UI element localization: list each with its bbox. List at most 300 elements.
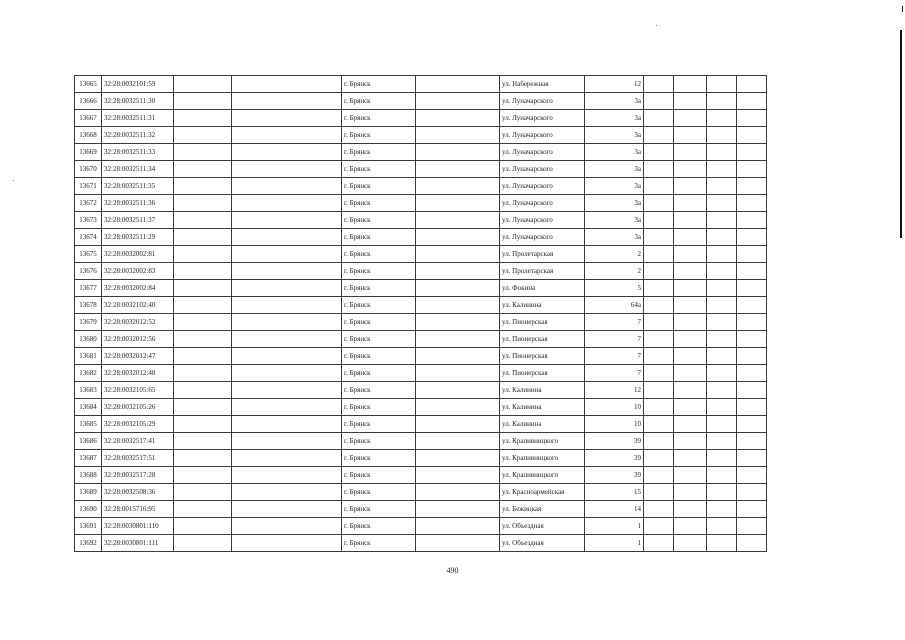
- empty-cell: [174, 484, 232, 501]
- empty-cell: [737, 382, 767, 399]
- empty-cell: [416, 127, 500, 144]
- house-number-cell: 3а: [585, 195, 644, 212]
- house-number-cell: 12: [585, 382, 644, 399]
- street-cell: ул. Луначарского: [500, 110, 585, 127]
- cadastral-number-cell: 32:28:0015716:95: [102, 501, 174, 518]
- empty-cell: [416, 263, 500, 280]
- empty-cell: [416, 399, 500, 416]
- row-number-cell: 13672: [75, 195, 102, 212]
- empty-cell: [674, 212, 707, 229]
- street-cell: ул. Калинина: [500, 416, 585, 433]
- empty-cell: [644, 484, 674, 501]
- empty-cell: [707, 76, 737, 93]
- scan-speck: [656, 25, 657, 26]
- empty-cell: [174, 433, 232, 450]
- empty-cell: [232, 467, 342, 484]
- city-cell: г. Брянск: [342, 433, 416, 450]
- empty-cell: [707, 535, 737, 552]
- empty-cell: [174, 297, 232, 314]
- empty-cell: [707, 348, 737, 365]
- house-number-cell: 3а: [585, 212, 644, 229]
- house-number-cell: 3а: [585, 144, 644, 161]
- empty-cell: [674, 229, 707, 246]
- empty-cell: [674, 382, 707, 399]
- empty-cell: [707, 280, 737, 297]
- row-number-cell: 13674: [75, 229, 102, 246]
- city-cell: г. Брянск: [342, 93, 416, 110]
- row-number-cell: 13689: [75, 484, 102, 501]
- empty-cell: [644, 314, 674, 331]
- empty-cell: [232, 76, 342, 93]
- city-cell: г. Брянск: [342, 314, 416, 331]
- city-cell: г. Брянск: [342, 229, 416, 246]
- empty-cell: [174, 195, 232, 212]
- empty-cell: [707, 161, 737, 178]
- empty-cell: [674, 263, 707, 280]
- street-cell: ул. Калинина: [500, 382, 585, 399]
- empty-cell: [416, 518, 500, 535]
- cadastral-number-cell: 32:28:0032508:36: [102, 484, 174, 501]
- row-number-cell: 13682: [75, 365, 102, 382]
- empty-cell: [174, 212, 232, 229]
- table-row: [75, 246, 767, 263]
- city-cell: г. Брянск: [342, 280, 416, 297]
- cadastral-number-cell: 32:28:0032517:41: [102, 433, 174, 450]
- empty-cell: [174, 501, 232, 518]
- empty-cell: [644, 450, 674, 467]
- empty-cell: [707, 297, 737, 314]
- cadastral-number-cell: 32:28:0032012:47: [102, 348, 174, 365]
- empty-cell: [707, 195, 737, 212]
- table-row: [75, 93, 767, 110]
- city-cell: г. Брянск: [342, 535, 416, 552]
- empty-cell: [174, 331, 232, 348]
- empty-cell: [737, 518, 767, 535]
- empty-cell: [416, 76, 500, 93]
- empty-cell: [644, 246, 674, 263]
- empty-cell: [707, 518, 737, 535]
- city-cell: г. Брянск: [342, 467, 416, 484]
- house-number-cell: 15: [585, 484, 644, 501]
- city-cell: г. Брянск: [342, 365, 416, 382]
- table-row: [75, 280, 767, 297]
- empty-cell: [174, 399, 232, 416]
- city-cell: г. Брянск: [342, 263, 416, 280]
- city-cell: г. Брянск: [342, 382, 416, 399]
- empty-cell: [174, 110, 232, 127]
- empty-cell: [232, 348, 342, 365]
- row-number-cell: 13667: [75, 110, 102, 127]
- city-cell: г. Брянск: [342, 399, 416, 416]
- empty-cell: [674, 518, 707, 535]
- empty-cell: [232, 127, 342, 144]
- row-number-cell: 13681: [75, 348, 102, 365]
- house-number-cell: 12: [585, 76, 644, 93]
- cadastral-number-cell: 32:28:0032012:56: [102, 331, 174, 348]
- city-cell: г. Брянск: [342, 246, 416, 263]
- street-cell: ул. Фокина: [500, 280, 585, 297]
- empty-cell: [644, 161, 674, 178]
- empty-cell: [707, 365, 737, 382]
- empty-cell: [707, 433, 737, 450]
- city-cell: г. Брянск: [342, 110, 416, 127]
- empty-cell: [707, 178, 737, 195]
- empty-cell: [232, 501, 342, 518]
- empty-cell: [416, 195, 500, 212]
- row-number-cell: 13666: [75, 93, 102, 110]
- row-number-cell: 13677: [75, 280, 102, 297]
- row-number-cell: 13676: [75, 263, 102, 280]
- table-row: [75, 450, 767, 467]
- empty-cell: [416, 365, 500, 382]
- cadastral-number-cell: 32:28:0032105:65: [102, 382, 174, 399]
- empty-cell: [232, 450, 342, 467]
- empty-cell: [737, 127, 767, 144]
- house-number-cell: 5: [585, 280, 644, 297]
- empty-cell: [416, 297, 500, 314]
- empty-cell: [174, 382, 232, 399]
- table-row: [75, 161, 767, 178]
- empty-cell: [707, 399, 737, 416]
- row-number-cell: 13673: [75, 212, 102, 229]
- street-cell: ул. Пролетарская: [500, 246, 585, 263]
- street-cell: ул. Луначарского: [500, 161, 585, 178]
- empty-cell: [232, 518, 342, 535]
- row-number-cell: 13685: [75, 416, 102, 433]
- empty-cell: [232, 212, 342, 229]
- empty-cell: [416, 178, 500, 195]
- row-number-cell: 13687: [75, 450, 102, 467]
- empty-cell: [416, 382, 500, 399]
- street-cell: ул. Крапивницкого: [500, 433, 585, 450]
- city-cell: г. Брянск: [342, 416, 416, 433]
- empty-cell: [232, 433, 342, 450]
- cadastral-number-cell: 32:28:0032511:30: [102, 93, 174, 110]
- empty-cell: [674, 93, 707, 110]
- cadastral-number-cell: 32:28:0032511:35: [102, 178, 174, 195]
- table-row: [75, 110, 767, 127]
- house-number-cell: 3а: [585, 110, 644, 127]
- empty-cell: [674, 178, 707, 195]
- table-row: [75, 314, 767, 331]
- empty-cell: [232, 297, 342, 314]
- street-cell: ул. Пионерская: [500, 331, 585, 348]
- empty-cell: [737, 348, 767, 365]
- cadastral-number-cell: 32:28:0032002:83: [102, 263, 174, 280]
- empty-cell: [707, 144, 737, 161]
- street-cell: ул. Пионерская: [500, 314, 585, 331]
- street-cell: ул. Пионерская: [500, 348, 585, 365]
- house-number-cell: 2: [585, 263, 644, 280]
- empty-cell: [674, 501, 707, 518]
- empty-cell: [416, 450, 500, 467]
- empty-cell: [737, 484, 767, 501]
- empty-cell: [174, 93, 232, 110]
- table-row: [75, 331, 767, 348]
- scan-speck: [13, 180, 14, 181]
- empty-cell: [232, 280, 342, 297]
- empty-cell: [174, 365, 232, 382]
- table-row: [75, 212, 767, 229]
- table-row: [75, 178, 767, 195]
- empty-cell: [174, 416, 232, 433]
- empty-cell: [174, 178, 232, 195]
- empty-cell: [674, 467, 707, 484]
- empty-cell: [674, 365, 707, 382]
- empty-cell: [644, 518, 674, 535]
- empty-cell: [644, 263, 674, 280]
- empty-cell: [707, 93, 737, 110]
- empty-cell: [737, 314, 767, 331]
- empty-cell: [232, 161, 342, 178]
- city-cell: г. Брянск: [342, 76, 416, 93]
- empty-cell: [644, 178, 674, 195]
- empty-cell: [737, 280, 767, 297]
- house-number-cell: 3а: [585, 178, 644, 195]
- house-number-cell: 10: [585, 399, 644, 416]
- city-cell: г. Брянск: [342, 501, 416, 518]
- row-number-cell: 13688: [75, 467, 102, 484]
- empty-cell: [707, 416, 737, 433]
- empty-cell: [644, 399, 674, 416]
- table-row: [75, 382, 767, 399]
- empty-cell: [232, 229, 342, 246]
- empty-cell: [416, 161, 500, 178]
- house-number-cell: 3а: [585, 229, 644, 246]
- empty-cell: [737, 76, 767, 93]
- empty-cell: [174, 229, 232, 246]
- empty-cell: [644, 229, 674, 246]
- cadastral-number-cell: 32:28:0032012:52: [102, 314, 174, 331]
- empty-cell: [707, 501, 737, 518]
- empty-cell: [707, 484, 737, 501]
- city-cell: г. Брянск: [342, 161, 416, 178]
- empty-cell: [644, 382, 674, 399]
- empty-cell: [707, 467, 737, 484]
- empty-cell: [644, 144, 674, 161]
- row-number-cell: 13684: [75, 399, 102, 416]
- row-number-cell: 13675: [75, 246, 102, 263]
- empty-cell: [416, 246, 500, 263]
- table-row: [75, 535, 767, 552]
- empty-cell: [174, 348, 232, 365]
- empty-cell: [644, 365, 674, 382]
- empty-cell: [644, 212, 674, 229]
- city-cell: г. Брянск: [342, 297, 416, 314]
- scan-edge-tick: [902, 6, 903, 12]
- empty-cell: [737, 263, 767, 280]
- table-row: [75, 348, 767, 365]
- cadastral-number-cell: 32:28:0032511:37: [102, 212, 174, 229]
- empty-cell: [674, 161, 707, 178]
- city-cell: г. Брянск: [342, 212, 416, 229]
- empty-cell: [416, 535, 500, 552]
- street-cell: ул. Пролетарская: [500, 263, 585, 280]
- cadastral-number-cell: 32:28:0032511:36: [102, 195, 174, 212]
- empty-cell: [232, 263, 342, 280]
- empty-cell: [674, 280, 707, 297]
- street-cell: ул. Луначарского: [500, 93, 585, 110]
- cadastral-number-cell: 32:28:0032105:26: [102, 399, 174, 416]
- empty-cell: [416, 280, 500, 297]
- empty-cell: [174, 161, 232, 178]
- empty-cell: [644, 76, 674, 93]
- empty-cell: [737, 178, 767, 195]
- table-row: [75, 297, 767, 314]
- street-cell: ул. Крапивницкого: [500, 467, 585, 484]
- empty-cell: [737, 229, 767, 246]
- house-number-cell: 7: [585, 314, 644, 331]
- street-cell: ул. Калинина: [500, 399, 585, 416]
- city-cell: г. Брянск: [342, 331, 416, 348]
- empty-cell: [232, 314, 342, 331]
- cadastral-number-cell: 32:28:0032105:29: [102, 416, 174, 433]
- city-cell: г. Брянск: [342, 144, 416, 161]
- house-number-cell: 10: [585, 416, 644, 433]
- cadastral-number-cell: 32:28:0030801:110: [102, 518, 174, 535]
- house-number-cell: 39: [585, 450, 644, 467]
- empty-cell: [644, 280, 674, 297]
- empty-cell: [174, 127, 232, 144]
- empty-cell: [416, 467, 500, 484]
- row-number-cell: 13669: [75, 144, 102, 161]
- row-number-cell: 13680: [75, 331, 102, 348]
- table-body: [75, 76, 767, 552]
- empty-cell: [707, 331, 737, 348]
- empty-cell: [644, 110, 674, 127]
- empty-cell: [232, 144, 342, 161]
- table-row: [75, 501, 767, 518]
- cadastral-number-cell: 32:28:0032511:32: [102, 127, 174, 144]
- empty-cell: [707, 246, 737, 263]
- empty-cell: [674, 195, 707, 212]
- empty-cell: [416, 93, 500, 110]
- empty-cell: [232, 399, 342, 416]
- house-number-cell: 3а: [585, 93, 644, 110]
- empty-cell: [737, 297, 767, 314]
- empty-cell: [674, 246, 707, 263]
- empty-cell: [232, 331, 342, 348]
- street-cell: ул. Объездная: [500, 535, 585, 552]
- empty-cell: [674, 450, 707, 467]
- street-cell: ул. Пионерская: [500, 365, 585, 382]
- empty-cell: [416, 348, 500, 365]
- empty-cell: [674, 399, 707, 416]
- empty-cell: [174, 450, 232, 467]
- house-number-cell: 39: [585, 467, 644, 484]
- empty-cell: [674, 348, 707, 365]
- empty-cell: [707, 110, 737, 127]
- street-cell: ул. Красноармейская: [500, 484, 585, 501]
- empty-cell: [707, 212, 737, 229]
- empty-cell: [174, 518, 232, 535]
- empty-cell: [737, 501, 767, 518]
- cadastral-number-cell: 32:28:0032102:40: [102, 297, 174, 314]
- house-number-cell: 39: [585, 433, 644, 450]
- empty-cell: [416, 229, 500, 246]
- row-number-cell: 13683: [75, 382, 102, 399]
- empty-cell: [232, 246, 342, 263]
- house-number-cell: 2: [585, 246, 644, 263]
- street-cell: ул. Бежицкая: [500, 501, 585, 518]
- empty-cell: [674, 331, 707, 348]
- empty-cell: [232, 416, 342, 433]
- page-number: 490: [446, 566, 459, 575]
- empty-cell: [707, 382, 737, 399]
- empty-cell: [707, 127, 737, 144]
- empty-cell: [174, 76, 232, 93]
- city-cell: г. Брянск: [342, 127, 416, 144]
- cadastral-number-cell: 32:28:0032101:59: [102, 76, 174, 93]
- row-number-cell: 13691: [75, 518, 102, 535]
- empty-cell: [174, 314, 232, 331]
- row-number-cell: 13668: [75, 127, 102, 144]
- street-cell: ул. Объездная: [500, 518, 585, 535]
- empty-cell: [644, 467, 674, 484]
- street-cell: ул. Крапивницкого: [500, 450, 585, 467]
- cadastral-number-cell: 32:28:0032002:84: [102, 280, 174, 297]
- empty-cell: [737, 93, 767, 110]
- empty-cell: [674, 484, 707, 501]
- empty-cell: [674, 297, 707, 314]
- empty-cell: [737, 331, 767, 348]
- empty-cell: [674, 76, 707, 93]
- table-row: [75, 127, 767, 144]
- table-row: [75, 229, 767, 246]
- empty-cell: [416, 331, 500, 348]
- row-number-cell: 13678: [75, 297, 102, 314]
- row-number-cell: 13671: [75, 178, 102, 195]
- empty-cell: [232, 365, 342, 382]
- empty-cell: [644, 535, 674, 552]
- empty-cell: [416, 212, 500, 229]
- empty-cell: [232, 178, 342, 195]
- empty-cell: [416, 144, 500, 161]
- empty-cell: [174, 263, 232, 280]
- empty-cell: [416, 314, 500, 331]
- row-number-cell: 13692: [75, 535, 102, 552]
- house-number-cell: 1: [585, 518, 644, 535]
- empty-cell: [737, 450, 767, 467]
- empty-cell: [674, 144, 707, 161]
- row-number-cell: 13665: [75, 76, 102, 93]
- city-cell: г. Брянск: [342, 484, 416, 501]
- empty-cell: [737, 246, 767, 263]
- row-number-cell: 13686: [75, 433, 102, 450]
- empty-cell: [232, 484, 342, 501]
- empty-cell: [174, 535, 232, 552]
- cadastral-number-cell: 32:28:0032511:34: [102, 161, 174, 178]
- city-cell: г. Брянск: [342, 348, 416, 365]
- street-cell: ул. Луначарского: [500, 212, 585, 229]
- house-number-cell: 3а: [585, 161, 644, 178]
- empty-cell: [174, 144, 232, 161]
- empty-cell: [707, 450, 737, 467]
- empty-cell: [674, 127, 707, 144]
- cadastral-number-cell: 32:28:0032511:31: [102, 110, 174, 127]
- empty-cell: [644, 93, 674, 110]
- empty-cell: [174, 246, 232, 263]
- empty-cell: [737, 467, 767, 484]
- empty-cell: [416, 433, 500, 450]
- empty-cell: [674, 433, 707, 450]
- empty-cell: [416, 501, 500, 518]
- empty-cell: [644, 297, 674, 314]
- house-number-cell: 14: [585, 501, 644, 518]
- row-number-cell: 13690: [75, 501, 102, 518]
- table-row: [75, 416, 767, 433]
- house-number-cell: 7: [585, 365, 644, 382]
